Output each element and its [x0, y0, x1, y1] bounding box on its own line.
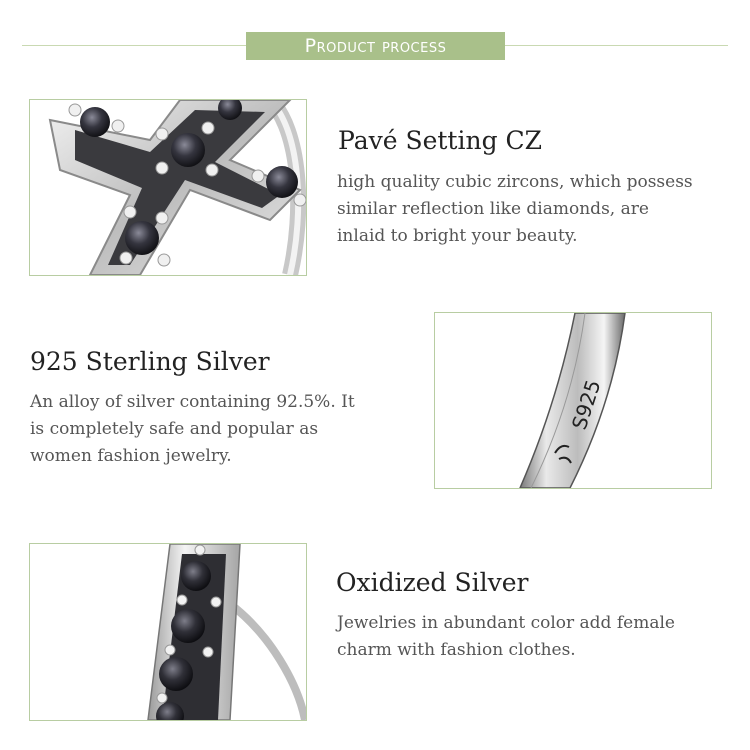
pave-setting-image: [29, 99, 307, 276]
s925-engraving-text: S925: [566, 376, 606, 433]
description-line: charm with fashion clothes.: [337, 640, 576, 660]
oxidized-silver-image: [29, 543, 307, 721]
description-line: high quality cubic zircons, which possess: [337, 172, 693, 192]
description-line: inlaid to bright your beauty.: [337, 226, 578, 246]
sterling-silver-title: 925 Sterling Silver: [30, 347, 270, 376]
section-header-banner: [246, 32, 505, 60]
description-line: women fashion jewelry.: [30, 446, 232, 466]
pave-setting-title: Pavé Setting CZ: [338, 126, 543, 155]
description-line: Jewelries in abundant color add female: [337, 613, 675, 633]
pave-setting-description: [337, 169, 693, 250]
description-line: similar reflection like diamonds, are: [337, 199, 649, 219]
sterling-silver-description: [30, 389, 355, 470]
oxidized-silver-title: Oxidized Silver: [336, 568, 529, 597]
header-line-left: [22, 45, 246, 46]
oxidized-silver-description: [337, 610, 675, 664]
section-header-title: Product process: [304, 35, 447, 57]
description-line: An alloy of silver containing 92.5%. It: [30, 392, 355, 412]
description-line: is completely safe and popular as: [30, 419, 319, 439]
s925-stamp-image: [434, 312, 712, 489]
header-line-right: [505, 45, 728, 46]
